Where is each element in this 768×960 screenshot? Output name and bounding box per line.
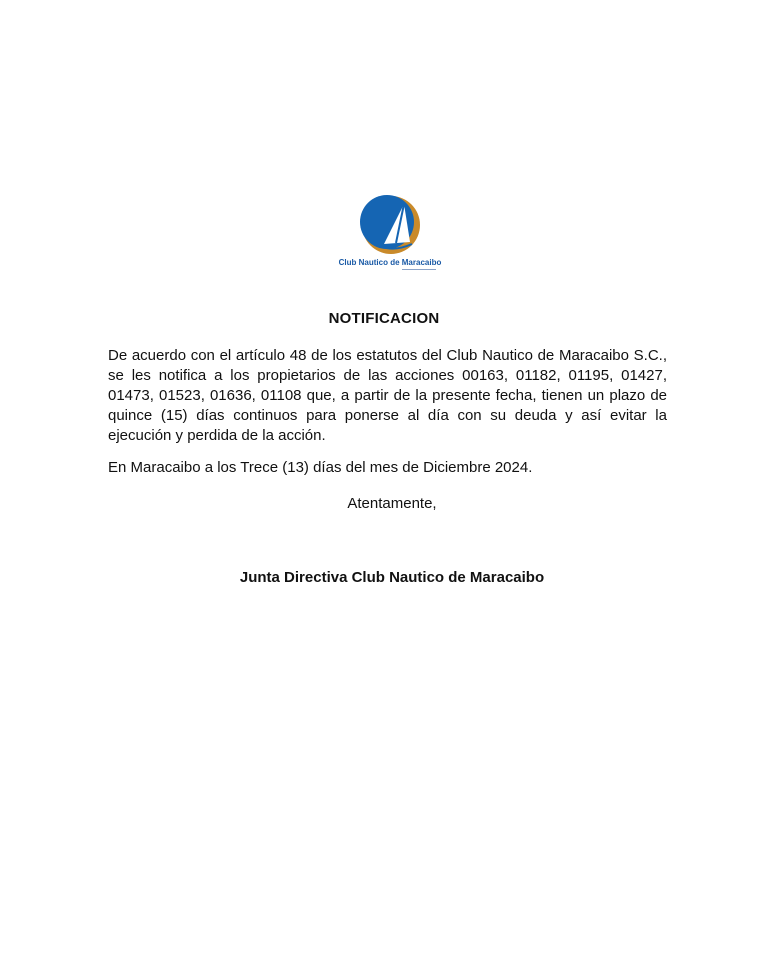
logo-underline — [402, 269, 436, 270]
notice-body: De acuerdo con el artículo 48 de los estatutos del Club Nautico de Maracaibo S.C., se les notifica a los propietarios de las acciones 00163, 01182, 01195, 01427, 01473, 01523, 01636, 01108 que, a partir de la presente fecha, tienen un plazo de quince (15) días continuos para ponerse al día con su deuda y así evitar la ejecución y perdida de la acción. — [108, 347, 667, 444]
signature-line: Junta Directiva Club Nautico de Maracaibo — [239, 569, 545, 586]
logo-caption: Club Nautico de Maracaibo — [338, 258, 442, 267]
closing-salutation: Atentamente, — [347, 495, 437, 512]
document-title: NOTIFICACION — [328, 310, 440, 327]
club-logo — [336, 194, 444, 276]
date-line: En Maracaibo a los Trece (13) días del mes de Diciembre 2024. — [108, 459, 533, 476]
sailboat-logo-icon — [360, 194, 422, 256]
